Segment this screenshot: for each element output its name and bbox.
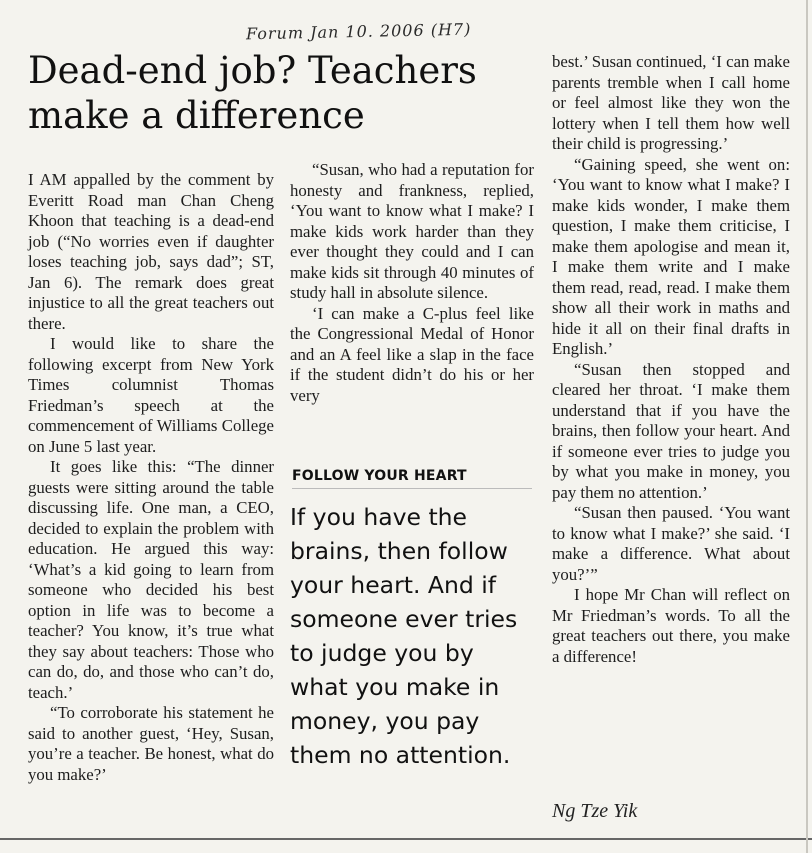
headline: Dead-end job? Teachers make a difference bbox=[28, 49, 477, 137]
paragraph: “Susan then stopped and cleared her throat. ‘I make them understand that if you have the brains, then follow your heart. And if someone ever tries to judge you by what you make in money, you pay them no attention.’ bbox=[552, 359, 790, 502]
paragraph: ‘I can make a C-plus feel like the Congressional Medal of Honor and an A feel like a slap in the face if the student didn’t do his or her very bbox=[290, 303, 534, 405]
pull-quote: If you have the brains, then follow your heart. And if someone ever tries to judge you by what you make in money, you pay them no attention. bbox=[290, 503, 518, 769]
paragraph: I hope Mr Chan will reflect on Mr Friedman’s words. To all the great teachers out there, you make a difference! bbox=[552, 585, 790, 666]
paragraph: “To corroborate his statement he said to another guest, ‘Hey, Susan, you’re a teacher. Be honest, what do you make?’ bbox=[28, 703, 274, 784]
subheading: FOLLOW YOUR HEART bbox=[292, 468, 532, 489]
paragraph: best.’ Susan continued, ‘I can make parents tremble when I call home or feel almost like they won the lottery when I tell them how well their child is progressing.’ bbox=[552, 52, 790, 153]
right-edge bbox=[806, 0, 808, 853]
paragraph: I would like to share the following excerpt from New York Times columnist Thomas Friedman’s speech at the commencement of Williams College on June 5 last year. bbox=[28, 334, 274, 456]
bottom-rule bbox=[0, 838, 812, 840]
paragraph: “Susan then paused. ‘You want to know what I make?’ she said. ‘I make a difference. What about you?’” bbox=[552, 503, 790, 584]
author-signature: Ng Tze Yik bbox=[552, 800, 638, 822]
column-3 bbox=[552, 52, 790, 667]
handwritten-date-note: Forum Jan 10. 2006 (H7) bbox=[245, 19, 472, 44]
paragraph: I AM appalled by the comment by Everitt Road man Chan Cheng Khoon that teaching is a dead-end job (“No worries even if daughter loses teaching job, says dad”; ST, Jan 6). The remark does great injustice to all the great teachers out there. bbox=[28, 170, 274, 333]
column-2 bbox=[290, 160, 534, 406]
paragraph: It goes like this: “The dinner guests were sitting around the table discussing life. One man, a CEO, decided to explain the problem with education. He argued this way: ‘What’s a kid going to learn from someone who decided his best option in life was to become a teacher? You know, it’s true what they say about teachers: Those who can do, do, and those who can’t do, teach.’ bbox=[28, 457, 274, 702]
paragraph: “Susan, who had a reputation for honesty and frankness, replied, ‘You want to know what I make? I make kids work harder than they ever thought they could and I can make kids sit through 40 minutes of study hall in absolute silence. bbox=[290, 160, 534, 302]
column-1 bbox=[28, 170, 274, 785]
paragraph: “Gaining speed, she went on: ‘You want to know what I make? I make kids wonder, I make them question, I make them criticise, I make them apologise and mean it, I make them write and I make them read, read, read. I make them show all their work in maths and hide it all on their final drafts in English.’ bbox=[552, 154, 790, 358]
